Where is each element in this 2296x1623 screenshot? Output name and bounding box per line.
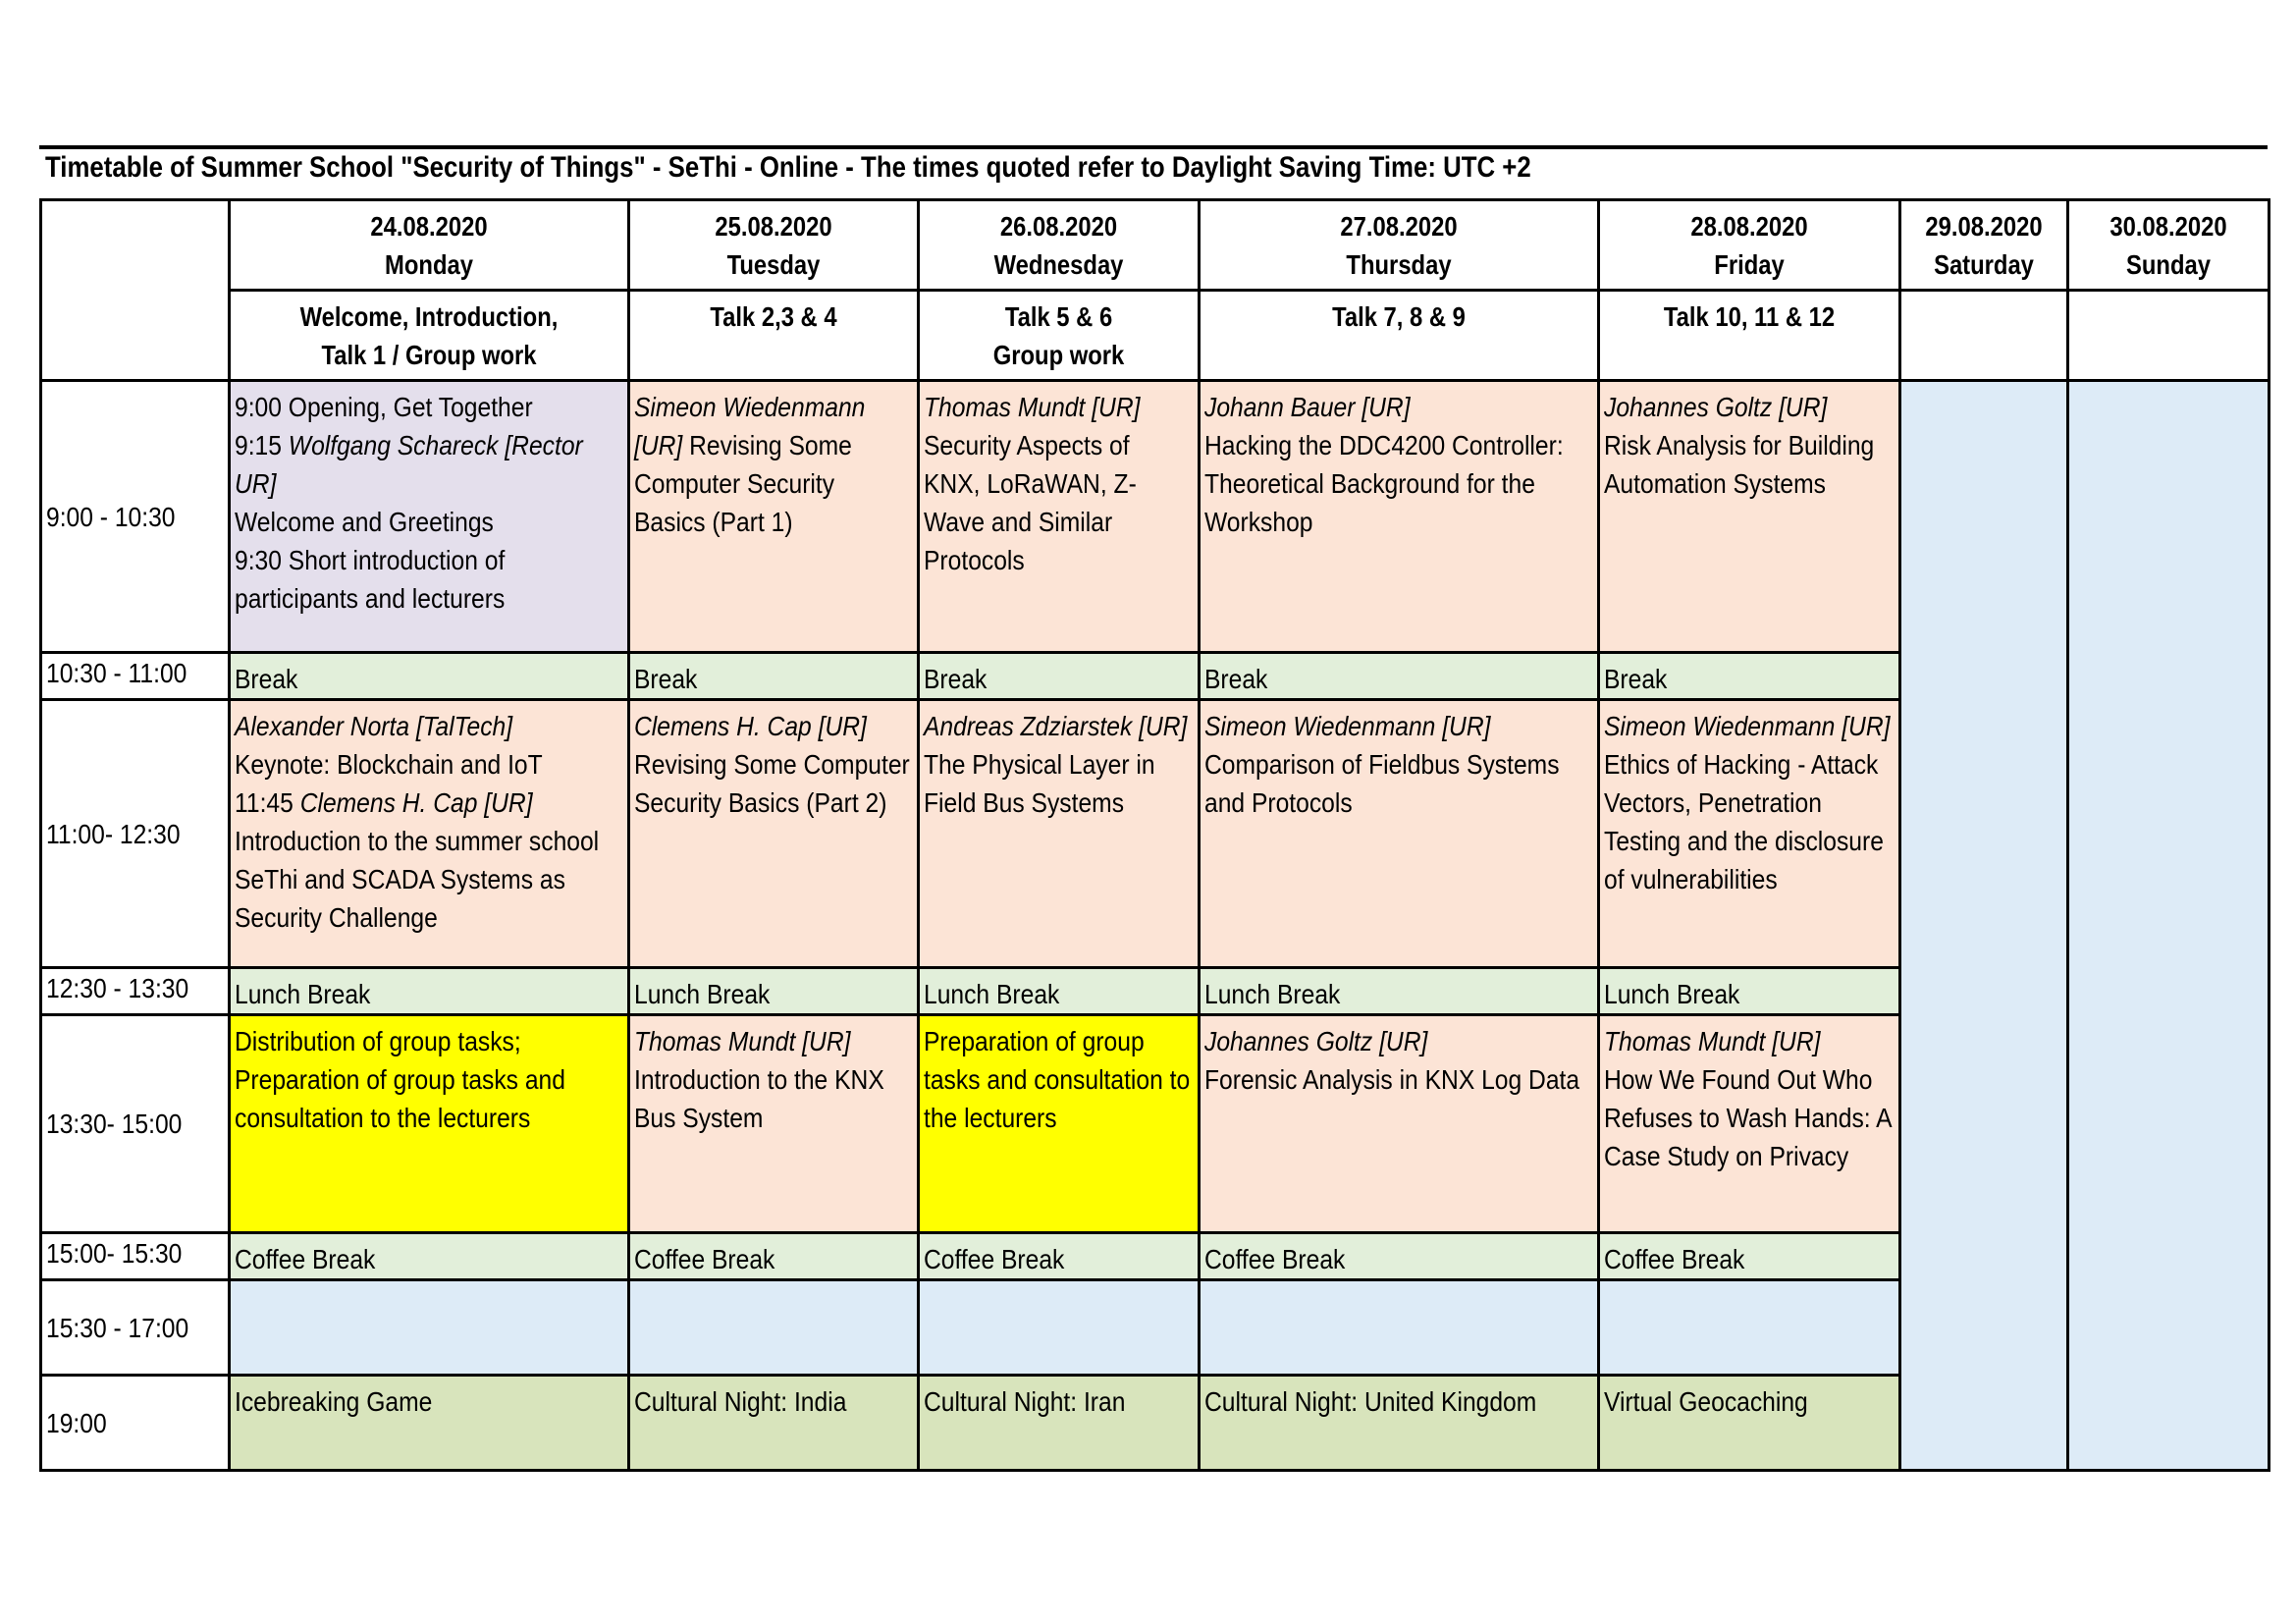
- empty-cell: [629, 1280, 919, 1376]
- session-cell-wednesday: [919, 381, 1200, 653]
- talk-title: Risk Analysis for Building Automation Systems: [1604, 430, 1875, 499]
- title-rule: [39, 145, 2268, 149]
- break-label: Lunch Break: [1204, 979, 1341, 1009]
- day-header-wednesday: [919, 200, 1200, 291]
- break-label: Coffee Break: [1604, 1244, 1745, 1274]
- evening-event: Icebreaking Game: [235, 1386, 433, 1417]
- speaker-name: Thomas Mundt [UR]: [634, 1026, 851, 1056]
- session-cell-tuesday: [629, 381, 919, 653]
- day-date: 27.08.2020: [1340, 211, 1458, 242]
- day-date: 30.08.2020: [2109, 211, 2227, 242]
- break-cell: [1200, 968, 1599, 1015]
- weekend-cell-sunday: [2068, 381, 2269, 1471]
- session-line: Welcome and Greetings: [235, 507, 494, 537]
- break-label: Break: [634, 664, 698, 694]
- talk-title: How We Found Out Who Refuses to Wash Hands: A Case Study on Privacy: [1604, 1064, 1892, 1171]
- speaker-name: Thomas Mundt [UR]: [924, 392, 1141, 422]
- day-date: 24.08.2020: [370, 211, 488, 242]
- time-label: 13:30- 15:00: [46, 1109, 183, 1139]
- speaker-name: Johann Bauer [UR]: [1204, 392, 1411, 422]
- break-label: Break: [235, 664, 298, 694]
- speaker-name: Johannes Goltz [UR]: [1604, 392, 1828, 422]
- session-cell-wednesday: [919, 700, 1200, 968]
- session-time: 11:45: [235, 787, 300, 818]
- day-header-saturday: [1900, 200, 2068, 291]
- break-label: Break: [1204, 664, 1268, 694]
- session-cell-tuesday: [629, 1015, 919, 1233]
- break-cell: [1200, 1233, 1599, 1280]
- time-slot: [41, 1280, 230, 1376]
- day-weekday: Tuesday: [726, 249, 821, 280]
- time-slot: [41, 381, 230, 653]
- day-header-monday: [230, 200, 629, 291]
- day-date: 25.08.2020: [715, 211, 832, 242]
- day-topic-saturday: [1900, 291, 2068, 381]
- day-header-thursday: [1200, 200, 1599, 291]
- time-label: 19:00: [46, 1407, 107, 1438]
- break-cell: [230, 653, 629, 700]
- evening-cell-tuesday: [629, 1376, 919, 1471]
- break-label: Break: [924, 664, 988, 694]
- break-label: Coffee Break: [235, 1244, 376, 1274]
- day-topic-tuesday: [629, 291, 919, 381]
- evening-event: Virtual Geocaching: [1604, 1386, 1808, 1417]
- time-slot: [41, 1376, 230, 1471]
- empty-cell: [230, 1280, 629, 1376]
- break-cell: [1200, 653, 1599, 700]
- session-cell-wednesday: [919, 1015, 1200, 1233]
- group-work-text: Distribution of group tasks; Preparation of group tasks and consultation to the lecturers: [235, 1026, 565, 1133]
- talk-title: Security Aspects of KNX, LoRaWAN, Z-Wave and Similar Protocols: [924, 430, 1137, 575]
- time-label: 15:00- 15:30: [46, 1238, 183, 1269]
- talk-title: Ethics of Hacking - Attack Vectors, Penetration Testing and the disclosure of vulnerabilities: [1604, 749, 1884, 894]
- session-cell-friday: [1599, 700, 1900, 968]
- break-label: Lunch Break: [634, 979, 771, 1009]
- break-cell: [629, 968, 919, 1015]
- evening-cell-wednesday: [919, 1376, 1200, 1471]
- time-slot: [41, 968, 230, 1015]
- day-topic-thursday: [1200, 291, 1599, 381]
- evening-event: Cultural Night: India: [634, 1386, 847, 1417]
- topic-line: Talk 1 / Group work: [321, 340, 537, 370]
- day-date: 29.08.2020: [1925, 211, 2043, 242]
- session-line: 9:00 Opening, Get Together: [235, 392, 533, 422]
- evening-event: Cultural Night: Iran: [924, 1386, 1126, 1417]
- speaker-name: Simeon Wiedenmann [UR]: [1604, 711, 1891, 741]
- time-slot: [41, 653, 230, 700]
- evening-cell-monday: [230, 1376, 629, 1471]
- session-cell-thursday: [1200, 381, 1599, 653]
- time-slot: [41, 1233, 230, 1280]
- session-cell-monday: [230, 1015, 629, 1233]
- break-cell: [629, 653, 919, 700]
- session-cell-tuesday: [629, 700, 919, 968]
- speaker-name: Simeon Wiedenmann [UR]: [634, 392, 866, 460]
- break-label: Coffee Break: [924, 1244, 1065, 1274]
- break-cell: [1599, 653, 1900, 700]
- break-cell: [919, 1233, 1200, 1280]
- talk-title: Keynote: Blockchain and IoT: [235, 749, 543, 780]
- session-cell-friday: [1599, 381, 1900, 653]
- break-cell: [230, 1233, 629, 1280]
- day-topic-sunday: [2068, 291, 2269, 381]
- session-row-1: [41, 381, 2269, 653]
- break-cell: [1599, 1233, 1900, 1280]
- break-label: Coffee Break: [634, 1244, 775, 1274]
- break-label: Lunch Break: [1604, 979, 1740, 1009]
- talk-title: Hacking the DDC4200 Controller: Theoretical Background for the Workshop: [1204, 430, 1564, 537]
- group-work-text: Preparation of group tasks and consultation to the lecturers: [924, 1026, 1191, 1133]
- evening-cell-friday: [1599, 1376, 1900, 1471]
- break-label: Lunch Break: [924, 979, 1060, 1009]
- day-weekday: Thursday: [1346, 249, 1452, 280]
- empty-cell: [1200, 1280, 1599, 1376]
- talk-title: Introduction to the summer school SeThi and SCADA Systems as Security Challenge: [235, 826, 600, 933]
- speaker-name: Andreas Zdziarstek [UR]: [924, 711, 1188, 741]
- break-cell: [629, 1233, 919, 1280]
- session-cell-monday: [230, 700, 629, 968]
- topic-line: Talk 5 & 6: [1004, 301, 1113, 332]
- session-time: 9:15: [235, 430, 289, 460]
- day-weekday: Sunday: [2126, 249, 2211, 280]
- day-header-tuesday: [629, 200, 919, 291]
- page-title: Timetable of Summer School "Security of Things" - SeThi - Online - The times quoted refer to Daylight Saving Time: UTC +2: [45, 151, 1531, 184]
- time-label: 11:00- 12:30: [46, 818, 181, 849]
- empty-cell: [919, 1280, 1200, 1376]
- topic-line: Talk 10, 11 & 12: [1663, 301, 1836, 332]
- time-slot: [41, 700, 230, 968]
- topic-line: Group work: [992, 340, 1125, 370]
- time-label: 15:30 - 17:00: [46, 1312, 189, 1343]
- session-cell-monday: [230, 381, 629, 653]
- speaker-name: Wolfgang Schareck [Rector UR]: [235, 430, 583, 499]
- time-label: 12:30 - 13:30: [46, 973, 189, 1003]
- evening-cell-thursday: [1200, 1376, 1599, 1471]
- timetable: [39, 198, 2270, 1472]
- evening-event: Cultural Night: United Kingdom: [1204, 1386, 1537, 1417]
- time-label: 10:30 - 11:00: [46, 658, 187, 688]
- talk-title: Forensic Analysis in KNX Log Data: [1204, 1064, 1580, 1095]
- header-row-dates: [41, 200, 2269, 291]
- day-header-sunday: [2068, 200, 2269, 291]
- break-cell: [230, 968, 629, 1015]
- day-topic-friday: [1599, 291, 1900, 381]
- speaker-name: Clemens H. Cap [UR]: [299, 787, 533, 818]
- break-cell: [919, 968, 1200, 1015]
- talk-title: Revising Some Computer Security Basics (Part 2): [634, 749, 910, 818]
- speaker-name: Alexander Norta [TalTech]: [235, 711, 513, 741]
- topic-line: Talk 2,3 & 4: [710, 301, 837, 332]
- speaker-name: Thomas Mundt [UR]: [1604, 1026, 1821, 1056]
- topic-line: Talk 7, 8 & 9: [1332, 301, 1466, 332]
- empty-cell: [1599, 1280, 1900, 1376]
- session-cell-friday: [1599, 1015, 1900, 1233]
- break-label: Coffee Break: [1204, 1244, 1346, 1274]
- speaker-name: Clemens H. Cap [UR]: [634, 711, 867, 741]
- session-line: 9:30 Short introduction of participants and lecturers: [235, 545, 506, 614]
- time-slot: [41, 1015, 230, 1233]
- time-label: 9:00 - 10:30: [46, 501, 176, 532]
- day-topic-wednesday: [919, 291, 1200, 381]
- day-header-friday: [1599, 200, 1900, 291]
- talk-title: The Physical Layer in Field Bus Systems: [924, 749, 1155, 818]
- break-label: Lunch Break: [235, 979, 371, 1009]
- header-row-topics: [41, 291, 2269, 381]
- day-weekday: Saturday: [1934, 249, 2034, 280]
- break-cell: [919, 653, 1200, 700]
- day-weekday: Monday: [385, 249, 473, 280]
- break-cell: [1599, 968, 1900, 1015]
- day-weekday: Friday: [1714, 249, 1785, 280]
- weekend-cell-saturday: [1900, 381, 2068, 1471]
- day-date: 28.08.2020: [1690, 211, 1808, 242]
- speaker-name: Simeon Wiedenmann [UR]: [1204, 711, 1491, 741]
- talk-title: Introduction to the KNX Bus System: [634, 1064, 884, 1133]
- day-topic-monday: [230, 291, 629, 381]
- topic-line: Welcome, Introduction,: [299, 301, 559, 332]
- speaker-name: Johannes Goltz [UR]: [1204, 1026, 1428, 1056]
- session-cell-thursday: [1200, 1015, 1599, 1233]
- day-date: 26.08.2020: [999, 211, 1118, 242]
- talk-title: Comparison of Fieldbus Systems and Protocols: [1204, 749, 1560, 818]
- corner-cell: [41, 200, 230, 381]
- day-weekday: Wednesday: [993, 249, 1124, 280]
- session-cell-thursday: [1200, 700, 1599, 968]
- break-label: Break: [1604, 664, 1668, 694]
- talk-title: Revising Some Computer Security Basics (Part 1): [634, 430, 852, 537]
